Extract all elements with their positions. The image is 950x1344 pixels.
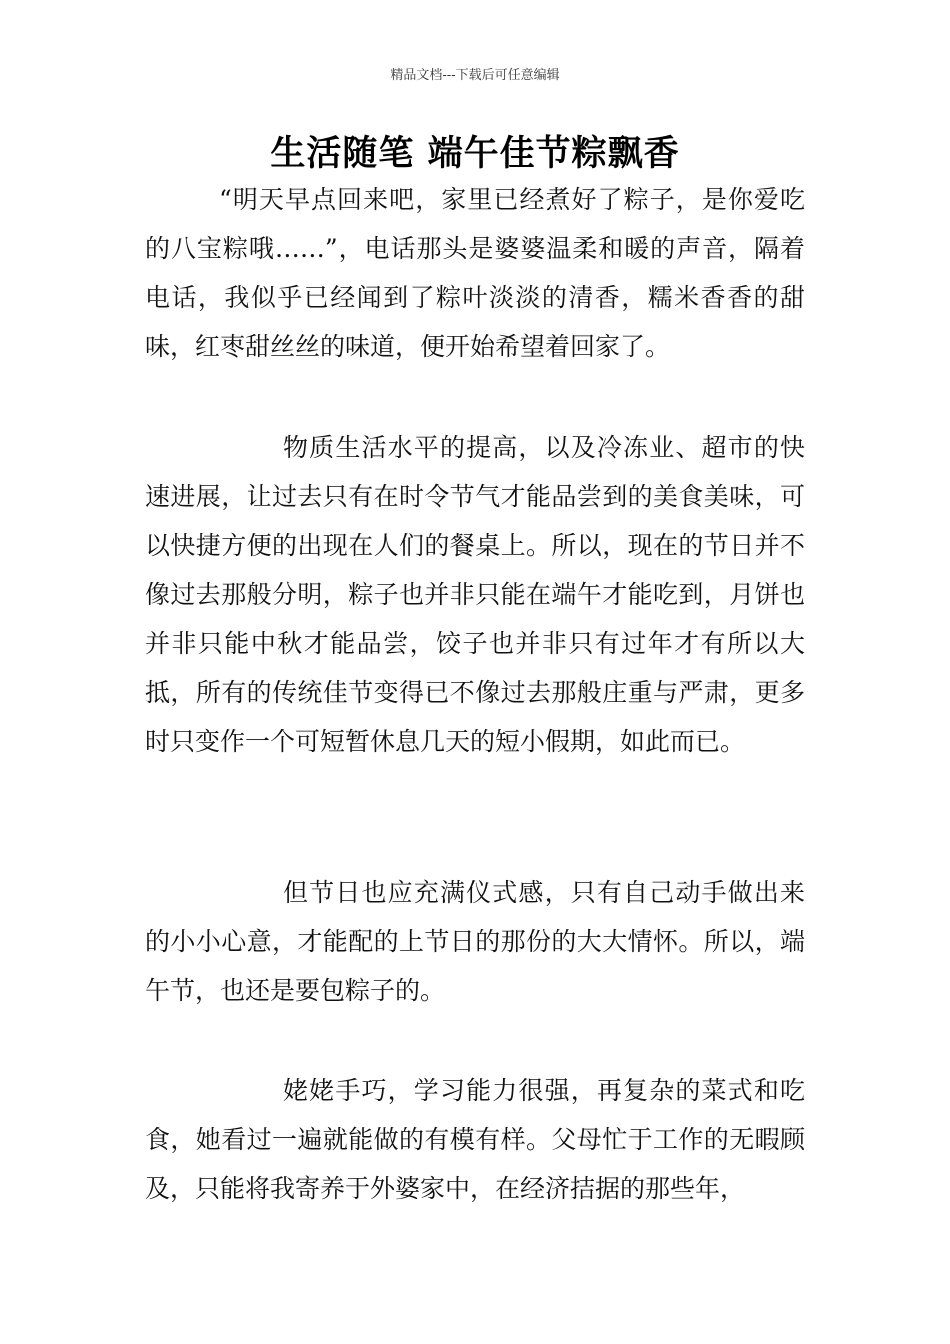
paragraph-1: “明天早点回来吧，家里已经煮好了粽子，是你爱吃的八宝粽哦……”，电话那头是婆婆温柔和暖的声音，隔着电话，我似乎已经闻到了粽叶淡淡的清香，糯米香香的甜味，红枣甜丝丝的味道，便开始希望着回家了。 (145, 185, 805, 361)
paragraph-4: 姥姥手巧，学习能力很强，再复杂的菜式和吃食，她看过一遍就能做的有模有样。父母忙于工作的无暇顾及，只能将我寄养于外婆家中，在经济拮据的那些年， (145, 1076, 805, 1203)
paragraph-3: 但节日也应充满仪式感，只有自己动手做出来的小小心意，才能配的上节日的那份的大大情怀。所以，端午节，也还是要包粽子的。 (145, 878, 805, 1005)
page-header: 精品文档---下载后可任意编辑 (390, 68, 560, 83)
paragraph-2: 物质生活水平的提高，以及冷冻业、超市的快速进展，让过去只有在时令节气才能品尝到的美食美味，可以快捷方便的出现在人们的餐桌上。所以，现在的节日并不像过去那般分明，粽子也并非只能在端午才能吃到，月饼也并非只能中秋才能品尝，饺子也并非只有过年才有所以大抵，所有的传统佳节变得已不像过去那般庄重与严肃，更多时只变作一个可短暂休息几天的短小假期，如此而已。 (145, 433, 805, 756)
document-title: 生活随笔 端午佳节粽飘香 (270, 134, 680, 174)
